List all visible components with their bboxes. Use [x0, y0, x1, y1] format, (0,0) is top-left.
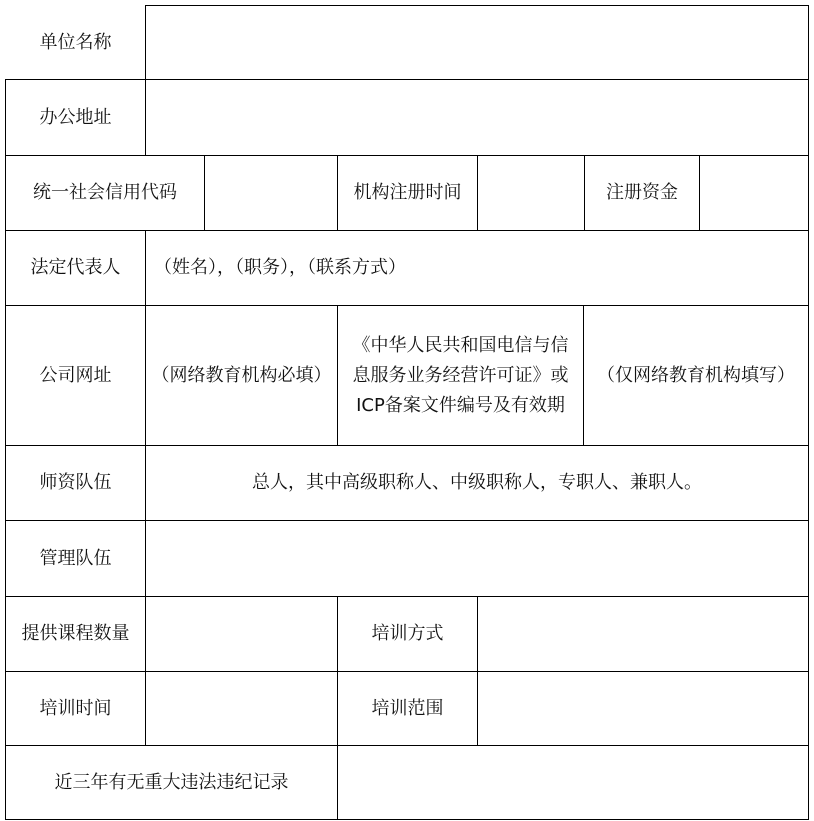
- reg-capital-label: 注册资金: [606, 182, 678, 203]
- credit-code-field[interactable]: [205, 156, 337, 230]
- unit-name-label: 单位名称: [39, 31, 112, 53]
- license-label-line-3: ICP备案文件编号及有效期: [356, 394, 565, 416]
- office-address-field[interactable]: [146, 80, 808, 155]
- legal-rep-label: 法定代表人: [30, 257, 121, 278]
- courses-field[interactable]: [146, 597, 337, 671]
- license-label-line-2: 息服务业务经营许可证》或: [352, 364, 569, 386]
- training-method-field[interactable]: [478, 597, 808, 671]
- training-time-label: 培训时间: [39, 697, 112, 719]
- violation-field[interactable]: [338, 746, 808, 819]
- management-label: 管理队伍: [39, 547, 112, 569]
- license-field[interactable]: （仅网络教育机构填写）: [597, 364, 795, 386]
- license-label-line-1: 《中华人民共和国电信与信: [352, 334, 569, 356]
- office-address-label: 办公地址: [39, 106, 112, 128]
- reg-capital-field[interactable]: [700, 156, 808, 230]
- credit-code-label: 统一社会信用代码: [33, 182, 177, 203]
- training-scope-label: 培训范围: [371, 697, 444, 719]
- reg-time-field[interactable]: [478, 156, 584, 230]
- courses-label: 提供课程数量: [21, 623, 130, 644]
- legal-rep-field[interactable]: （姓名），（职务），（联系方式）: [154, 257, 406, 278]
- training-time-field[interactable]: [146, 672, 337, 745]
- website-field[interactable]: （网络教育机构必填）: [151, 364, 332, 386]
- rule-bottom: [5, 819, 808, 820]
- license-label: [338, 306, 583, 445]
- teachers-label: 师资队伍: [39, 472, 112, 493]
- website-label: 公司网址: [39, 364, 112, 386]
- rule-right: [808, 5, 809, 820]
- reg-time-label: 机构注册时间: [353, 182, 462, 203]
- management-field[interactable]: [146, 521, 808, 596]
- training-scope-field[interactable]: [478, 672, 808, 745]
- teachers-field[interactable]: 总人，其中高级职称人、中级职称人，专职人、兼职人。: [252, 472, 702, 493]
- violation-label: 近三年有无重大违法违纪记录: [54, 771, 289, 793]
- unit-name-field[interactable]: [146, 6, 808, 79]
- training-method-label: 培训方式: [371, 623, 444, 644]
